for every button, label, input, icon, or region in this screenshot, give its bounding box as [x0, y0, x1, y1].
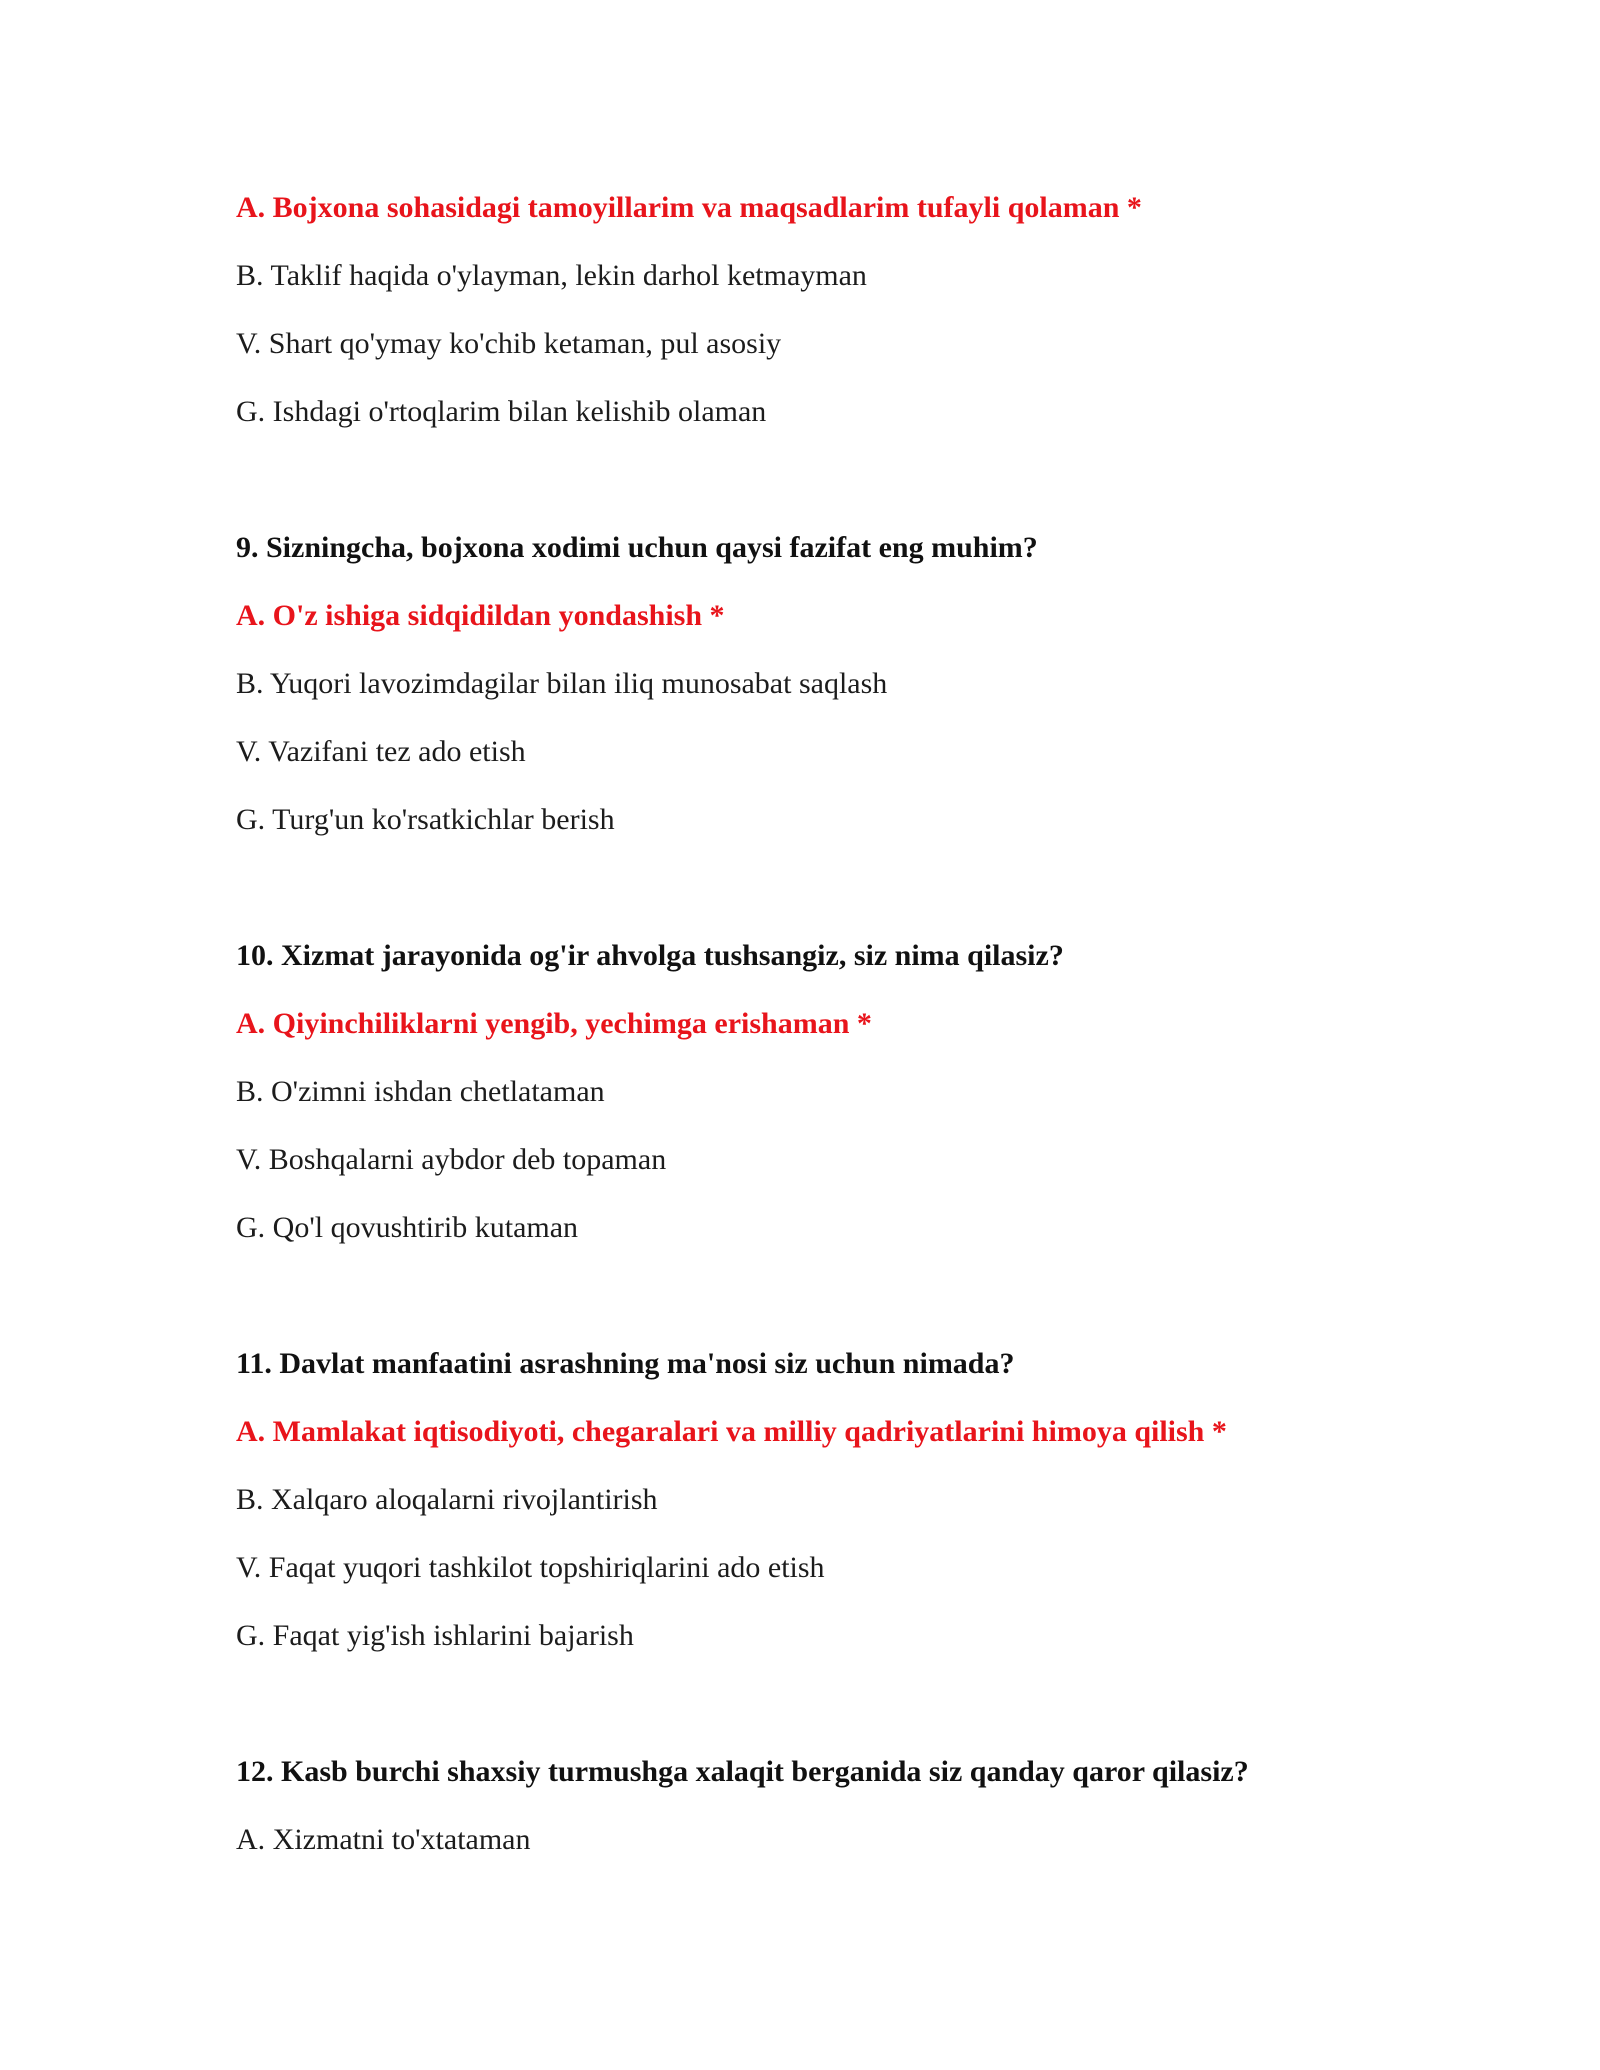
option-10-v: V. Boshqalarni aybdor deb topaman: [236, 1143, 667, 1176]
question-10: 10. Xizmat jarayonida og'ir ahvolga tushsangiz, siz nima qilasiz?: [236, 939, 1064, 972]
option-10-g: G. Qo'l qovushtirib kutaman: [236, 1211, 579, 1244]
option-10-a-correct: A. Qiyinchiliklarni yengib, yechimga erishaman *: [236, 1007, 872, 1040]
option-12-a: A. Xizmatni to'xtataman: [236, 1823, 531, 1856]
question-9: 9. Sizningcha, bojxona xodimi uchun qaysi fazifat eng muhim?: [236, 531, 1038, 564]
option-8-g: G. Ishdagi o'rtoqlarim bilan kelishib olaman: [236, 395, 767, 428]
option-9-v: V. Vazifani tez ado etish: [236, 735, 526, 768]
option-11-v: V. Faqat yuqori tashkilot topshiriqlarini ado etish: [236, 1551, 825, 1584]
option-11-a-correct: A. Mamlakat iqtisodiyoti, chegaralari va milliy qadriyatlarini himoya qilish *: [236, 1415, 1227, 1448]
option-10-b: B. O'zimni ishdan chetlataman: [236, 1075, 605, 1108]
option-8-a-correct: A. Bojxona sohasidagi tamoyillarim va maqsadlarim tufayli qolaman *: [236, 191, 1142, 224]
option-11-g: G. Faqat yig'ish ishlarini bajarish: [236, 1619, 634, 1652]
option-8-b: B. Taklif haqida o'ylayman, lekin darhol ketmayman: [236, 259, 867, 292]
option-9-b: B. Yuqori lavozimdagilar bilan iliq munosabat saqlash: [236, 667, 888, 700]
option-9-g: G. Turg'un ko'rsatkichlar berish: [236, 803, 615, 836]
option-11-b: B. Xalqaro aloqalarni rivojlantirish: [236, 1483, 658, 1516]
option-8-v: V. Shart qo'ymay ko'chib ketaman, pul asosiy: [236, 327, 782, 360]
question-12: 12. Kasb burchi shaxsiy turmushga xalaqit berganida siz qanday qaror qilasiz?: [236, 1755, 1249, 1788]
option-9-a-correct: A. O'z ishiga sidqidildan yondashish *: [236, 599, 725, 632]
question-11: 11. Davlat manfaatini asrashning ma'nosi siz uchun nimada?: [236, 1347, 1015, 1380]
